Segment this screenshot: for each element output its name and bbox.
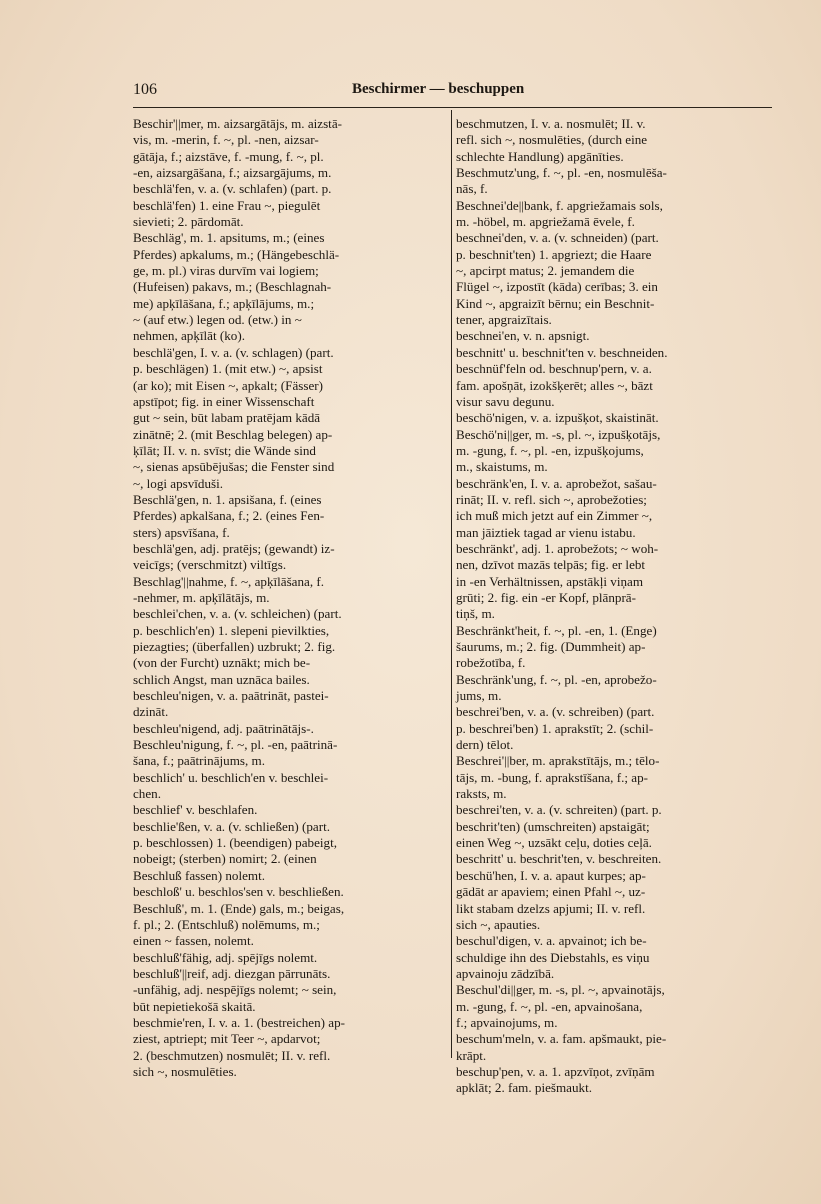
dictionary-line: m. -höbel, m. apgriežamā ēvele, f. [456, 214, 635, 230]
dictionary-line: ķīlāt; II. v. n. svīst; die Wände sind [133, 442, 316, 458]
dictionary-line: beschü'hen, I. v. a. apaut kurpes; ap- [456, 867, 646, 883]
dictionary-line: p. beschlich'en) 1. slepeni pievilkties, [133, 622, 330, 638]
dictionary-line: m., skaistums, m. [456, 459, 548, 475]
header-rule [133, 107, 772, 108]
dictionary-line: gut ~ sein, būt labam pratējam kādā [133, 410, 321, 426]
dictionary-line: m. -gung, f. ~, pl. -en, apvainošana, [456, 998, 643, 1014]
dictionary-line: Beschluß fassen) nolemt. [133, 867, 265, 883]
dictionary-line: beschmutzen, I. v. a. nosmulēt; II. v. [456, 116, 646, 131]
dictionary-line: beschlich' u. beschlich'en v. beschlei- [133, 769, 329, 785]
dictionary-line: p. beschnit'ten) 1. apgriezt; die Haare [456, 246, 652, 262]
dictionary-line: f.; apvainojums, m. [456, 1014, 558, 1030]
dictionary-line: apklāt; 2. fam. piešmaukt. [456, 1080, 592, 1096]
column-divider [451, 110, 452, 1058]
dictionary-line: Beschul'di||ger, m. -s, pl. ~, apvainotājs, [456, 982, 665, 998]
dictionary-line: beschrit'ten) (umschreiten) apstaigāt; [456, 818, 650, 834]
dictionary-line: grūti; 2. fig. ein -er Kopf, plānprā- [456, 589, 636, 605]
dictionary-line: beschränkt', adj. 1. aprobežots; ~ woh- [456, 540, 659, 556]
dictionary-line: einen Weg ~, uzsākt ceļu, doties ceļā. [456, 835, 652, 851]
dictionary-line: (ar ko); mit Eisen ~, apkalt; (Fässer) [133, 377, 323, 393]
dictionary-line: p. beschrei'ben) 1. aprakstīt; 2. (schil- [456, 720, 654, 736]
dictionary-line: piezagties; (überfallen) uzbrukt; 2. fig. [133, 639, 336, 654]
dictionary-line: beschrei'ben, v. a. (v. schreiben) (part. [456, 704, 655, 720]
dictionary-line: (Hufeisen) pakavs, m.; (Beschlagnah- [133, 279, 332, 295]
dictionary-line: beschum'meln, v. a. fam. apšmaukt, pie- [456, 1031, 667, 1047]
dictionary-line: Beschnei'de||bank, f. apgriežamais sols, [456, 197, 663, 213]
dictionary-line: Beschränkt'heit, f. ~, pl. -en, 1. (Enge) [456, 622, 657, 638]
dictionary-line: gātāja, f.; aizstāve, f. -mung, f. ~, pl. [133, 148, 324, 164]
dictionary-line: dern) tēlot. [456, 737, 514, 753]
left-column [133, 116, 445, 1080]
dictionary-line: robežotība, f. [456, 655, 526, 671]
dictionary-line: rināt; II. v. refl. sich ~, aprobežoties; [456, 491, 647, 507]
dictionary-line: beschlie'ßen, v. a. (v. schließen) (part. [133, 818, 330, 834]
dictionary-line: Beschluß', m. 1. (Ende) gals, m.; beigas, [133, 900, 345, 916]
dictionary-line: veicīgs; (verschmitzt) viltīgs. [133, 557, 287, 573]
dictionary-line: schlechte Handlung) apgānīties. [456, 148, 624, 164]
dictionary-line: (von der Furcht) uznākt; mich be- [133, 655, 311, 671]
running-head: Beschirmer — beschuppen [352, 81, 525, 97]
dictionary-line: beschnitt' u. beschnit'ten v. beschneiden. [456, 344, 668, 360]
dictionary-line: ich muß mich jetzt auf ein Zimmer ~, [456, 508, 653, 524]
dictionary-line: beschlä'fen) 1. eine Frau ~, piegulēt [133, 197, 321, 213]
dictionary-line: beschlä'gen, adj. pratējs; (gewandt) iz- [133, 540, 335, 556]
dictionary-line: man jāiztiek tagad ar vienu istabu. [456, 524, 636, 540]
dictionary-line: sich ~, apauties. [456, 916, 541, 932]
dictionary-line: zinātnē; 2. (mit Beschlag belegen) ap- [133, 426, 333, 442]
dictionary-line: beschritt' u. beschrit'ten, v. beschreiten. [456, 851, 662, 867]
dictionary-line: m. -gung, f. ~, pl. -en, izpušķojums, [456, 442, 644, 458]
dictionary-line: Beschränk'ung, f. ~, pl. -en, aprobežo- [456, 671, 657, 687]
dictionary-line: p. beschlägen) 1. (mit etw.) ~, apsist [133, 361, 323, 377]
dictionary-line: ~ (auf etw.) legen od. (etw.) in ~ [133, 312, 302, 328]
dictionary-line: Beschleu'nigung, f. ~, pl. -en, paātrinā- [133, 737, 338, 753]
dictionary-line: beschmie'ren, I. v. a. 1. (bestreichen) ap- [133, 1014, 346, 1030]
dictionary-line: Pferdes) apkalums, m.; (Hängebeschlä- [133, 246, 340, 262]
dictionary-line: Flügel ~, izpostīt (kāda) cerības; 3. ein [456, 279, 658, 295]
dictionary-line: in -en Verhältnissen, apstākļi viņam [456, 573, 644, 589]
dictionary-line: ge, m. pl.) viras durvīm vai logiem; [133, 263, 319, 279]
dictionary-line: -unfähig, adj. nespējīgs nolemt; ~ sein, [133, 982, 337, 998]
dictionary-line: beschlä'gen, I. v. a. (v. schlagen) (part. [133, 344, 334, 360]
dictionary-line: ~, logi apsvīduši. [133, 475, 224, 491]
right-column [456, 116, 770, 1097]
dictionary-line: dzināt. [133, 704, 169, 720]
dictionary-line: sich ~, nosmulēties. [133, 1063, 237, 1079]
dictionary-line: Beschmutz'ung, f. ~, pl. -en, nosmulēša- [456, 165, 667, 181]
dictionary-line: beschnei'den, v. a. (v. schneiden) (part. [456, 230, 659, 246]
dictionary-line: tiņš, m. [456, 606, 495, 622]
dictionary-line: nen, dzīvot mazās telpās; fig. er lebt [456, 557, 646, 573]
dictionary-line: tener, apgraizītais. [456, 312, 552, 328]
dictionary-line: beschlei'chen, v. a. (v. schleichen) (part. [133, 606, 342, 622]
dictionary-line: chen. [133, 786, 161, 802]
dictionary-line: likt stabam dzelzs apjumi; II. v. refl. [456, 900, 646, 916]
dictionary-line: fam. apošņāt, izokšķerēt; alles ~, bāzt [456, 377, 653, 393]
dictionary-line: beschnei'en, v. n. apsnigt. [456, 328, 590, 344]
dictionary-line: vis, m. -merin, f. ~, pl. -nen, aizsar- [133, 132, 319, 148]
dictionary-line: beschul'digen, v. a. apvainot; ich be- [456, 933, 647, 949]
dictionary-line: apvainoju zādzībā. [456, 965, 555, 981]
dictionary-line: beschloß' u. beschlos'sen v. beschließen. [133, 884, 344, 900]
dictionary-line: jums, m. [456, 688, 502, 704]
dictionary-line: būt nepietiekošā skaitā. [133, 998, 256, 1014]
dictionary-line: einen ~ fassen, nolemt. [133, 933, 254, 949]
dictionary-line: beschluß'fähig, adj. spējīgs nolemt. [133, 949, 318, 965]
dictionary-line: refl. sich ~, nosmulēties, (durch eine [456, 132, 648, 148]
dictionary-line: krāpt. [456, 1047, 487, 1063]
dictionary-line: beschrei'ten, v. a. (v. schreiten) (part. p. [456, 802, 662, 818]
dictionary-line: ziest, aptriept; mit Teer ~, apdarvot; [133, 1031, 321, 1047]
dictionary-line: 2. (beschmutzen) nosmulēt; II. v. refl. [133, 1047, 331, 1063]
dictionary-line: beschleu'nigend, adj. paātrinātājs-. [133, 720, 314, 736]
dictionary-line: gādāt ar apaviem; einen Pfahl ~, uz- [456, 884, 646, 900]
dictionary-line: schlich Angst, man uznāca bailes. [133, 671, 310, 687]
dictionary-line: -en, aizsargāšana, f.; aizsargājums, m. [133, 165, 332, 181]
dictionary-line: raksts, m. [456, 786, 507, 802]
dictionary-line: beschleu'nigen, v. a. paātrināt, pastei- [133, 688, 329, 704]
dictionary-line: me) apķīlāšana, f.; apķīlājums, m.; [133, 295, 315, 311]
dictionary-line: Beschö'ni||ger, m. -s, pl. ~, izpušķotājs, [456, 426, 661, 442]
dictionary-line: sievieti; 2. pārdomāt. [133, 214, 244, 230]
dictionary-line: nās, f. [456, 181, 488, 197]
dictionary-line: p. beschlossen) 1. (beendigen) pabeigt, [133, 835, 337, 851]
dictionary-line: Beschlag'||nahme, f. ~, apķīlāšana, f. [133, 573, 325, 589]
dictionary-line: schuldige ihn des Diebstahls, es viņu [456, 949, 650, 965]
dictionary-line: f. pl.; 2. (Entschluß) nolēmums, m.; [133, 916, 320, 932]
dictionary-line: Kind ~, apgraizīt bērnu; ein Beschnit- [456, 295, 655, 311]
dictionary-line: nehmen, apķīlāt (ko). [133, 328, 245, 344]
dictionary-line: nobeigt; (sterben) nomirt; 2. (einen [133, 851, 317, 867]
dictionary-line: Beschlä'gen, n. 1. apsišana, f. (eines [133, 491, 322, 507]
dictionary-line: beschlä'fen, v. a. (v. schlafen) (part. p. [133, 181, 332, 197]
dictionary-line: Beschläg', m. 1. apsitums, m.; (eines [133, 230, 325, 246]
dictionary-line: šaurums, m.; 2. fig. (Dummheit) ap- [456, 639, 646, 654]
dictionary-line: beschnüf'feln od. beschnup'pern, v. a. [456, 361, 652, 377]
dictionary-line: visur savu degunu. [456, 393, 555, 409]
dictionary-line: beschränk'en, I. v. a. aprobežot, sašau- [456, 475, 657, 491]
dictionary-line: šana, f.; paātrinājums, m. [133, 753, 265, 769]
dictionary-line: Pferdes) apkalšana, f.; 2. (eines Fen- [133, 508, 325, 524]
dictionary-line: tājs, m. -bung, f. aprakstīšana, f.; ap- [456, 769, 648, 785]
dictionary-line: apstīpot; fig. in einer Wissenschaft [133, 393, 315, 409]
dictionary-line: ~, apcirpt matus; 2. jemandem die [456, 263, 635, 279]
dictionary-line: Beschrei'||ber, m. aprakstītājs, m.; tēlo- [456, 753, 660, 769]
dictionary-line: beschö'nigen, v. a. izpušķot, skaistināt. [456, 410, 659, 426]
dictionary-line: beschup'pen, v. a. 1. apzvīņot, zvīņām [456, 1063, 655, 1079]
dictionary-line: -nehmer, m. apķīlātājs, m. [133, 589, 270, 605]
dictionary-line: Beschir'||mer, m. aizsargātājs, m. aizstā- [133, 116, 342, 131]
dictionary-line: beschlief' v. beschlafen. [133, 802, 258, 818]
dictionary-line: beschluß'||reif, adj. diezgan pārrunāts. [133, 965, 331, 981]
dictionary-line: sters) apsvīšana, f. [133, 524, 230, 540]
dictionary-line: ~, sienas apsūbējušas; die Fenster sind [133, 459, 335, 475]
page-number: 106 [133, 81, 157, 98]
